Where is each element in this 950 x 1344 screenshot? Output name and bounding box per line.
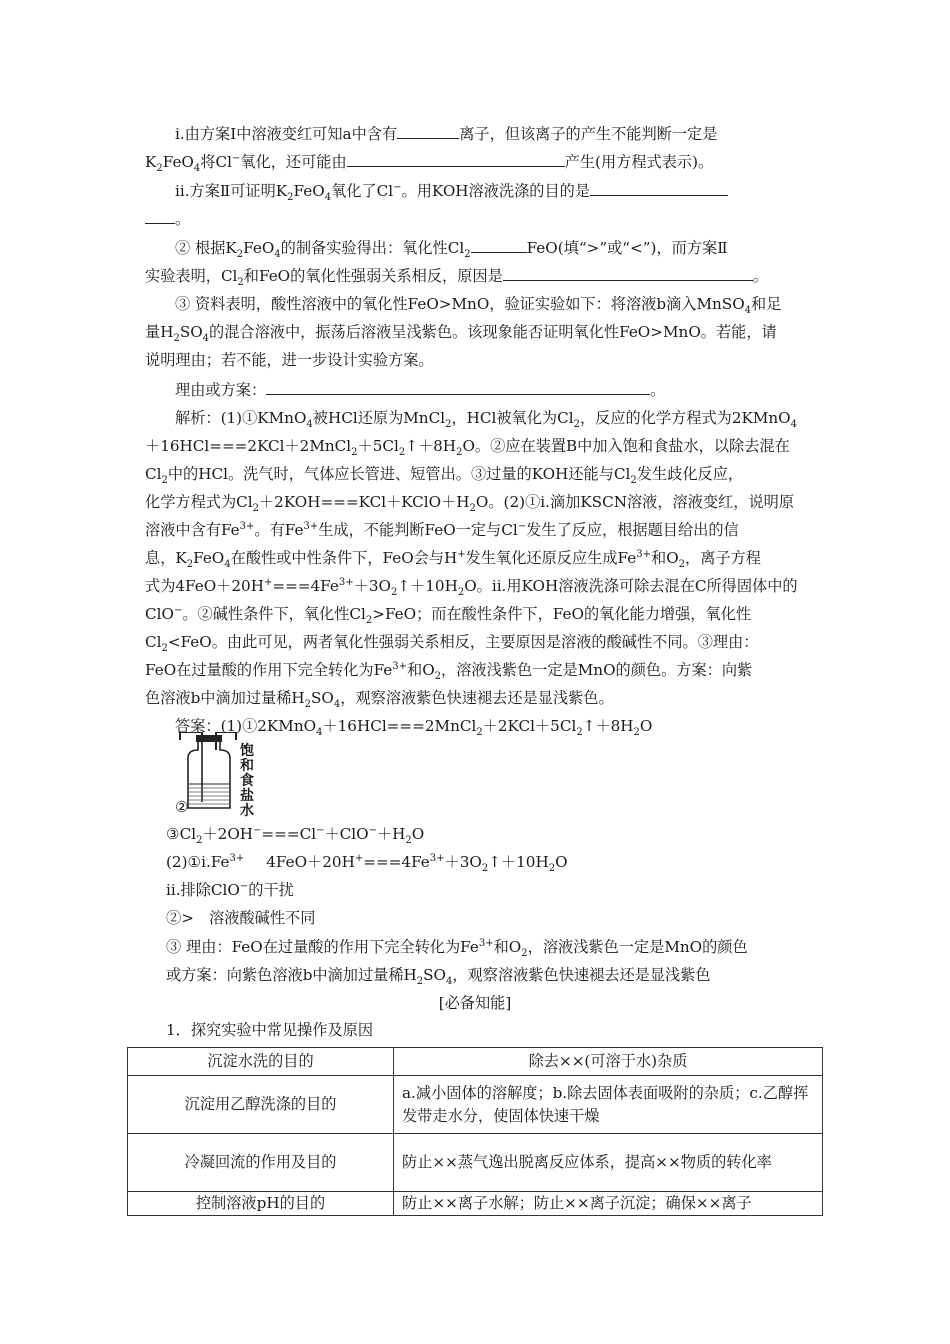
subscript: 4	[202, 333, 210, 345]
table-cell-operation: 沉淀水洗的目的	[128, 1048, 394, 1076]
subscript: 2	[398, 447, 406, 459]
question-3-line3	[145, 350, 805, 370]
text: 将Cl	[200, 153, 232, 171]
superscript: 3+	[229, 852, 245, 864]
analysis-line5	[145, 520, 805, 540]
bottle-label: 饱和食盐水	[240, 743, 254, 819]
subscript: 2	[434, 671, 442, 683]
subscript: 4	[744, 305, 752, 317]
question-3-line1	[175, 294, 835, 317]
subscript: 2	[457, 587, 465, 599]
text: ② 根据K	[175, 239, 237, 257]
text: 实验表明，Cl	[145, 267, 238, 285]
subscript: 4	[274, 249, 281, 261]
answer-blank	[397, 123, 459, 139]
text: ↑＋10H	[488, 853, 549, 871]
text: ⅱ.排除ClO	[166, 881, 240, 899]
subscript: 2	[351, 447, 358, 459]
superscript: +	[457, 548, 466, 560]
table-cell-purpose: 防止××离子水解；防止××离子沉淀；确保××离子	[394, 1192, 823, 1216]
subscript: 4	[224, 559, 231, 571]
subscript: 2	[252, 503, 259, 515]
superscript: 3+	[429, 852, 445, 864]
subscript: 2	[365, 615, 373, 627]
subscript: 4	[333, 699, 341, 711]
subscript: 4	[193, 163, 201, 175]
answer-circled-2: ②	[175, 798, 189, 816]
text: O。ⅱ.用KOH溶液洗涤可除去混在C所得固体中的	[464, 577, 798, 595]
text: 。	[752, 267, 768, 285]
answer-blank	[266, 379, 650, 395]
text: FeO	[162, 153, 194, 171]
subscript: 2	[405, 835, 412, 847]
text: 氧化，还可能由	[240, 153, 347, 171]
subscript: 2	[445, 419, 452, 431]
text: ===4Fe	[272, 577, 339, 595]
subscript: 2	[304, 699, 312, 711]
text: 4FeO＋20H	[266, 853, 355, 871]
answer-blank	[145, 208, 175, 224]
text: O。②应在装置B中加入饱和食盐水，以除去混在	[462, 437, 790, 455]
answer-blank	[503, 265, 753, 281]
question-2-line2	[145, 265, 805, 289]
superscript: 3+	[478, 937, 494, 949]
analysis-line8	[145, 604, 805, 627]
text: ③Cl	[166, 825, 197, 843]
text: 说明理由；若不能，进一步设计实验方案。	[145, 351, 434, 369]
text: ，离子方程	[685, 549, 761, 567]
table-row	[128, 1076, 823, 1134]
superscript: −	[316, 824, 325, 836]
text: ＋2KCl＋5Cl	[482, 717, 577, 735]
text: Cl	[145, 633, 162, 651]
text: 。有Fe	[254, 521, 304, 539]
answer-line8	[166, 965, 826, 988]
text: ＋3O	[444, 853, 482, 871]
subscript: 2	[469, 503, 476, 515]
text: 和足	[751, 295, 782, 313]
superscript: 3+	[392, 660, 408, 672]
subscript: 2	[521, 948, 528, 960]
text: ③ 理由：FeO在过量酸的作用下完全转化为Fe	[166, 938, 479, 956]
answer-blank	[590, 180, 728, 196]
text: 量H	[145, 323, 174, 341]
table-cell-purpose: 除去××(可溶于水)杂质	[394, 1048, 823, 1076]
text: 的混合溶液中，振荡后溶液呈浅紫色。该现象能否证明氧化性FeO>MnO。若能，请	[209, 323, 777, 341]
text: ＋2OH	[202, 825, 254, 843]
table-cell-operation: 冷凝回流的作用及目的	[128, 1134, 394, 1192]
text: 。②碱性条件下，氧化性Cl	[182, 605, 366, 623]
text: (2)①ⅰ.Fe	[166, 853, 230, 871]
text: SO	[423, 966, 447, 984]
text: ，HCl被氧化为Cl	[451, 409, 574, 427]
text: ，观察溶液紫色快速褪去还是显浅紫色。	[340, 689, 614, 707]
operations-table	[127, 1047, 823, 1216]
superscript: 3+	[303, 520, 319, 532]
analysis-line9	[145, 632, 805, 655]
subscript: 2	[573, 419, 580, 431]
text: 的制备实验得出：氧化性Cl	[280, 239, 465, 257]
text: 式为4FeO＋20H	[145, 577, 264, 595]
text: ，溶液浅紫色一定是MnO的颜色。方案：向紫	[441, 661, 753, 679]
superscript: 3+	[636, 548, 651, 560]
answer-line4	[166, 852, 826, 875]
text: ，溶液浅紫色一定是MnO的颜色	[527, 938, 748, 956]
answer-line3	[166, 824, 826, 847]
question-2-line1	[175, 237, 835, 261]
subscript: 4	[316, 727, 323, 739]
analysis-line4	[145, 492, 805, 515]
text: O	[555, 853, 568, 871]
answer-line7	[166, 937, 826, 960]
text: 答案：(1)①2KMnO	[175, 717, 317, 735]
table-cell-purpose: 防止××蒸气逸出脱离反应体系，提高××物质的转化率	[394, 1134, 823, 1192]
superscript: 3+	[338, 576, 354, 588]
question-part-ii-line2	[145, 208, 805, 229]
subscript: 2	[633, 727, 640, 739]
bottle-stopper	[196, 735, 222, 742]
text: >FeO；而在酸性条件下，FeO的氧化能力增强，氧化性	[372, 605, 752, 623]
text: 和O	[493, 938, 522, 956]
text: <FeO。由此可见，两者氧化性强弱关系相反，主要原因是溶液的酸碱性不同。③理由：	[167, 633, 759, 651]
analysis-line7	[145, 576, 805, 599]
text: FeO	[243, 239, 275, 257]
subscript: 2	[173, 333, 180, 345]
text: FeO(填“>”或“<”)，而方案Ⅱ	[526, 239, 728, 257]
question-3-line2	[145, 322, 805, 345]
text: SO	[311, 689, 334, 707]
text: 发生氧化还原反应生成Fe	[465, 549, 637, 567]
text: 的干扰	[248, 881, 294, 899]
superscript: −	[231, 152, 241, 164]
section-heading: [必备知能]	[438, 994, 512, 1012]
text: O	[411, 825, 425, 843]
text: 解析：(1)①KMnO	[175, 409, 307, 427]
table-cell-operation: 沉淀用乙醇洗涤的目的	[128, 1076, 394, 1134]
table-row	[128, 1192, 823, 1216]
subscript: 4	[324, 192, 332, 204]
subscript: 2	[390, 587, 398, 599]
subscript: 2	[156, 163, 163, 175]
superscript: 3+	[239, 520, 255, 532]
text: 。	[175, 210, 191, 228]
text: Cl	[145, 465, 162, 483]
answer-blank	[471, 237, 527, 253]
text: ＋16HCl===2KCl＋2MnCl	[145, 437, 352, 455]
superscript: −	[517, 520, 527, 532]
table-row	[128, 1048, 823, 1076]
text: ＋H	[376, 825, 406, 843]
text: 息，K	[145, 549, 187, 567]
text: ClO	[145, 605, 174, 623]
subscript: 4	[446, 976, 453, 988]
text: ＋2KOH===KCl＋KClO＋H	[258, 493, 470, 511]
text: ⅰ.由方案Ⅰ中溶液变红可知a中含有	[175, 125, 398, 143]
text: 和FeO的氧化性强弱关系相反，原因是	[243, 267, 503, 285]
text: ＋16HCl===2MnCl	[322, 717, 477, 735]
superscript: +	[263, 576, 273, 588]
question-part-i-line2	[145, 151, 805, 175]
question-part-ii-line1	[175, 180, 835, 204]
subscript: 2	[287, 192, 294, 204]
subscript: 2	[161, 643, 168, 655]
text: ↑＋10H	[397, 577, 458, 595]
superscript: −	[393, 181, 402, 193]
text: ⅱ.方案Ⅱ可证明K	[175, 182, 288, 200]
table-row	[128, 1134, 823, 1192]
text: 被HCl还原为MnCl	[312, 409, 446, 427]
subscript: 2	[237, 277, 244, 289]
analysis-line11	[145, 688, 805, 711]
question-3-line4	[175, 379, 835, 400]
text: SO	[179, 323, 203, 341]
text: ＋3O	[353, 577, 391, 595]
text: ③ 资料表明，酸性溶液中的氧化性FeO>MnO，验证实验如下：将溶液b滴入MnSO	[175, 295, 745, 313]
text: 色溶液b中滴加过量稀H	[145, 689, 305, 707]
text: ===Cl	[261, 825, 317, 843]
text: O	[639, 717, 653, 735]
analysis-line1	[175, 408, 835, 431]
text: FeO	[293, 182, 325, 200]
text: 氧化了Cl	[331, 182, 394, 200]
table-cell-purpose: a.减小固体的溶解度；b.除去固体表面吸附的杂质；c.乙醇挥发带走水分，使固体快速干燥	[394, 1076, 823, 1134]
text: 离子，但该离子的产生不能判断一定是	[459, 125, 718, 143]
superscript: −	[368, 824, 377, 836]
question-part-i-line1	[175, 123, 835, 144]
subscript: 2	[630, 475, 637, 487]
text: ↑＋8H	[405, 437, 457, 455]
subscript: 2	[476, 727, 483, 739]
subscript: 2	[678, 559, 686, 571]
subscript: 2	[576, 727, 583, 739]
subscript: 2	[481, 863, 489, 875]
answer-line5	[166, 880, 826, 900]
subscript: 2	[196, 835, 203, 847]
section-item-1: 1．探究实验中常见操作及原因	[166, 1021, 374, 1039]
text: FeO	[193, 549, 225, 567]
superscript: −	[173, 604, 183, 616]
text: 化学方程式为Cl	[145, 493, 253, 511]
text: 在酸性或中性条件下，FeO会与H	[230, 549, 458, 567]
text: 理由或方案：	[175, 381, 267, 399]
table-cell-operation: 控制溶液pH的目的	[128, 1192, 394, 1216]
text: O。(2)①ⅰ.滴加KSCN溶液，溶液变红，说明原	[475, 493, 795, 511]
text: 。用KOH溶液洗涤的目的是	[401, 182, 591, 200]
answer-line6: ②> 溶液酸碱性不同	[166, 909, 316, 927]
subscript: 2	[186, 559, 194, 571]
subscript: 2	[236, 249, 244, 261]
analysis-line2	[145, 436, 805, 459]
text: ＋ClO	[324, 825, 369, 843]
subscript: 4	[306, 419, 313, 431]
answer-line1	[175, 716, 835, 739]
subscript: 2	[456, 447, 463, 459]
text: 或方案：向紫色溶液b中滴加过量稀H	[166, 966, 417, 984]
subscript: 2	[416, 976, 424, 988]
text: ，观察溶液紫色快速褪去还是显浅紫色	[452, 966, 711, 984]
superscript: −	[253, 824, 262, 836]
subscript: 4	[790, 419, 798, 431]
subscript: 2	[548, 863, 556, 875]
answer-blank	[347, 151, 565, 167]
superscript: −	[239, 880, 249, 892]
text: K	[145, 153, 157, 171]
analysis-line6	[145, 548, 805, 571]
text: 溶液中含有Fe	[145, 521, 240, 539]
superscript: +	[354, 852, 364, 864]
subscript: 2	[161, 475, 168, 487]
text: ↑＋8H	[582, 717, 634, 735]
text: 中的HCl。洗气时，气体应长管进、短管出。③过量的KOH还能与Cl	[167, 465, 631, 483]
text: ，反应的化学方程式为2KMnO	[579, 409, 791, 427]
text: ===4Fe	[363, 853, 430, 871]
text: ＋5Cl	[357, 437, 399, 455]
text: 和O	[651, 549, 679, 567]
text: 发生了反应，根据题目给出的信	[526, 521, 739, 539]
text: 。	[650, 381, 666, 399]
text: 和O	[407, 661, 435, 679]
text: FeO在过量酸的作用下完全转化为Fe	[145, 661, 393, 679]
text: 发生歧化反应，	[636, 465, 744, 483]
analysis-line10	[145, 660, 805, 683]
analysis-line3	[145, 464, 805, 487]
text: 产生(用方程式表示)。	[564, 153, 714, 171]
subscript: 2	[464, 249, 471, 261]
text: 生成，不能判断FeO一定与Cl	[318, 521, 518, 539]
